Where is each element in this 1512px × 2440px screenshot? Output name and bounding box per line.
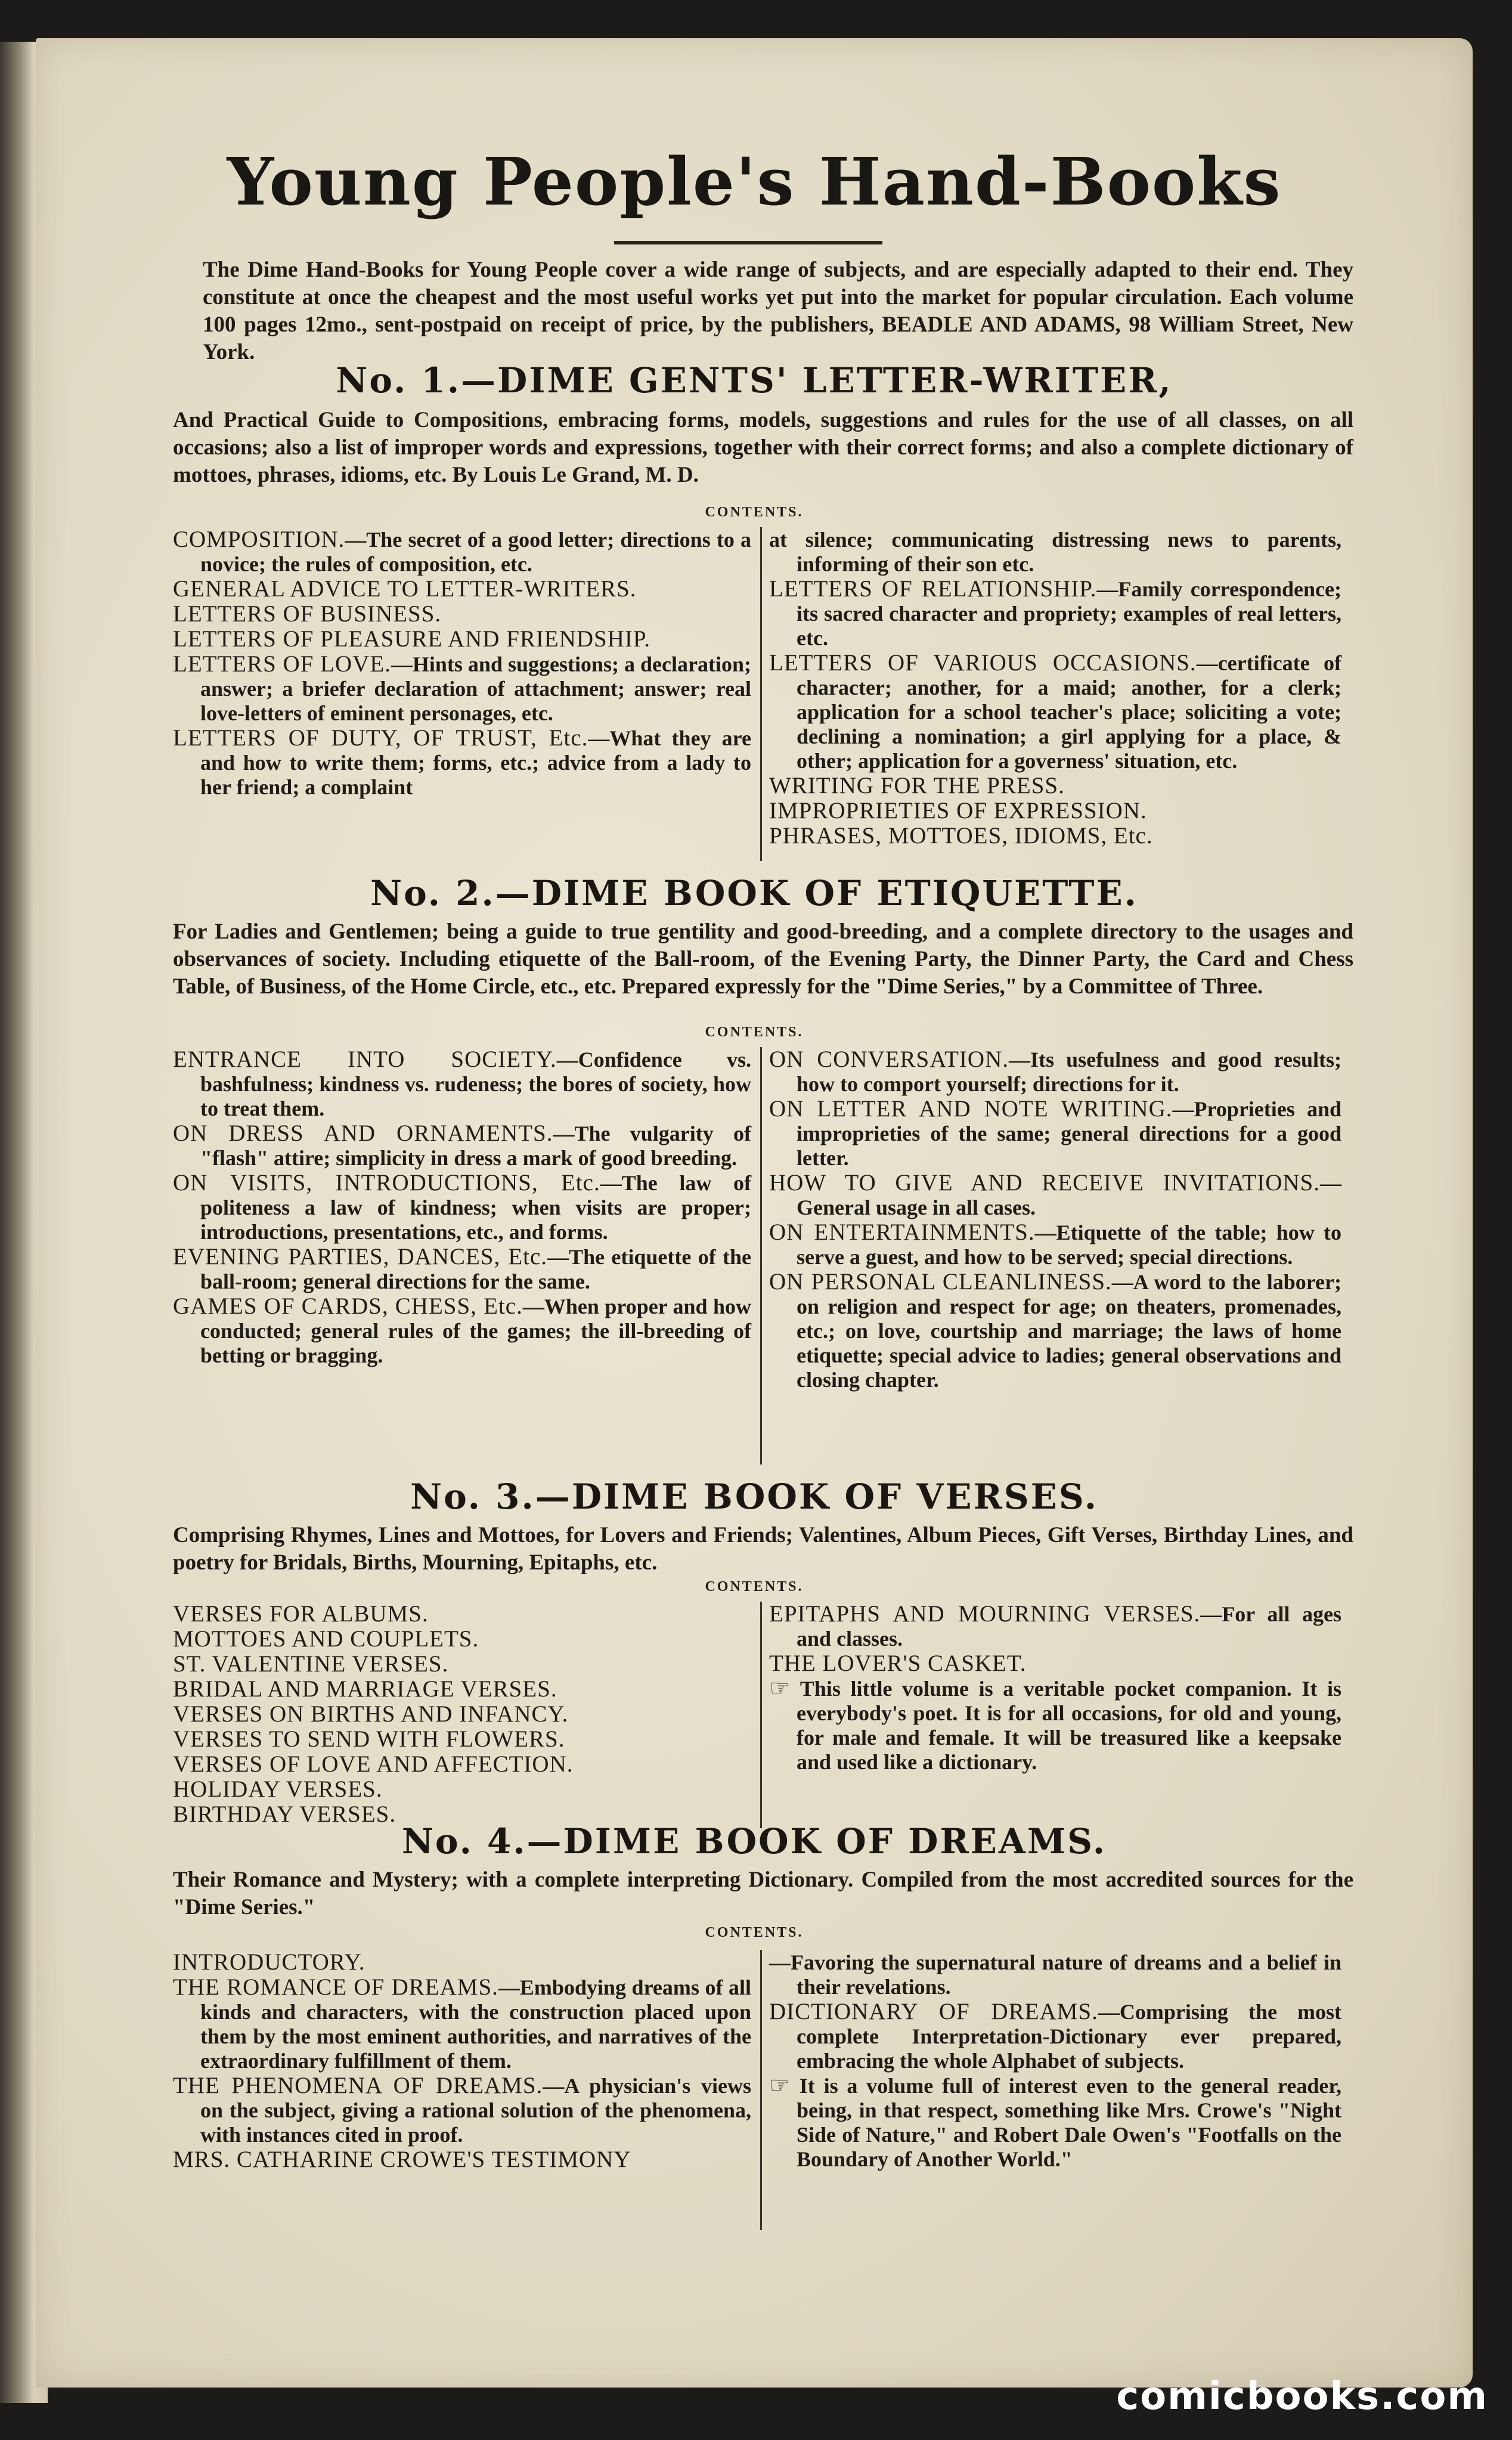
list-item: ST. VALENTINE VERSES.	[173, 1651, 449, 1677]
list-item: VERSES OF LOVE AND AFFECTION.	[173, 1751, 574, 1777]
list-item: LETTERS OF RELATIONSHIP.—Family correspondence; its sacred character and propriety; examples of real letters, etc.	[769, 576, 1341, 650]
list-item: ON ENTERTAINMENTS.—Etiquette of the table; how to serve a guest, and how to be served; special directions.	[769, 1219, 1341, 1269]
list-item: LETTERS OF BUSINESS.	[173, 601, 442, 627]
book-3-left-column	[173, 1602, 751, 1827]
list-item: ENTRANCE INTO SOCIETY.—Confidence vs. bashfulness; kindness vs. rudeness; the bores of society, how to treat them.	[173, 1046, 752, 1120]
book-2-contents-label: CONTENTS.	[705, 1024, 804, 1040]
list-item: INTRODUCTORY.	[173, 1949, 365, 1975]
list-item: HOLIDAY VERSES.	[173, 1776, 383, 1802]
book-4-right-column	[769, 1950, 1341, 2172]
list-item: GAMES OF CARDS, CHESS, Etc.—When proper and how conducted; general rules of the games; the ill-breeding of betting or bragging.	[173, 1293, 751, 1367]
book-2-right-column	[769, 1047, 1341, 1392]
list-item: BRIDAL AND MARRIAGE VERSES.	[173, 1676, 557, 1702]
book-4-description: Their Romance and Mystery; with a complete interpreting Dictionary. Compiled from the most accredited sources for the "Dime Series."	[173, 1868, 1353, 1919]
book-3-right-column	[769, 1602, 1341, 1775]
column-divider	[760, 1047, 762, 1464]
book-3-description: Comprising Rhymes, Lines and Mottoes, for Lovers and Friends; Valentines, Album Pieces, Gift Verses, Birthday Lines, and poetry for Bridals, Births, Mourning, Epitaphs, etc.	[173, 1523, 1353, 1575]
list-item: ☞ It is a volume full of interest even to the general reader, being, in that respect, something like Mrs. Crowe's "Night Side of Nature," and Robert Dale Owen's "Footfalls on the Boundary of Another World."	[769, 2073, 1341, 2171]
header-rule	[614, 241, 882, 244]
book-4-left-column	[173, 1950, 751, 2172]
list-item: MOTTOES AND COUPLETS.	[173, 1626, 479, 1652]
list-item: THE PHENOMENA OF DREAMS.—A physician's views on the subject, giving a rational solution of the phenomena, with instances cited in proof.	[173, 2073, 751, 2147]
book-1-description: And Practical Guide to Compositions, embracing forms, models, suggestions and rules for the use of all classes, on all occasions; also a list of improper words and expressions, together with their correct forms; and also a complete dictionary of mottoes, phrases, idioms, etc. By Louis Le Grand, M. D.	[173, 408, 1353, 487]
list-item: ON LETTER AND NOTE WRITING.—Proprieties and improprieties of the same; general directions for a good letter.	[769, 1096, 1341, 1170]
site-watermark: comicbooks.com	[1116, 2374, 1488, 2419]
book-1-left-column	[173, 527, 751, 800]
book-1-title: No. 1.—DIME GENTS' LETTER-WRITER,	[336, 360, 1173, 401]
list-item: WRITING FOR THE PRESS.	[769, 773, 1065, 798]
list-item: LETTERS OF DUTY, OF TRUST, Etc.—What they are and how to write them; forms, etc.; advice from a lady to her friend; a complaint	[173, 725, 751, 799]
list-item: HOW TO GIVE AND RECEIVE INVITATIONS.—General usage in all cases.	[769, 1170, 1341, 1219]
book-3-title: No. 3.—DIME BOOK OF VERSES.	[410, 1476, 1098, 1517]
list-item: DICTIONARY OF DREAMS.—Comprising the most complete Interpretation-Dictionary ever prepared, embracing the whole Alphabet of subjects.	[769, 1999, 1341, 2073]
book-3-contents-label: CONTENTS.	[705, 1579, 804, 1594]
list-item: VERSES TO SEND WITH FLOWERS.	[173, 1726, 565, 1752]
list-item: PHRASES, MOTTOES, IDIOMS, Etc.	[769, 823, 1153, 849]
list-item: —Favoring the supernatural nature of dreams and a belief in their revelations.	[769, 1950, 1341, 1999]
list-item: at silence; communicating distressing news to parents, informing of their son etc.	[769, 528, 1341, 576]
list-item: THE ROMANCE OF DREAMS.—Embodying dreams of all kinds and characters, with the construction placed upon them by the most eminent authorities, and narratives of the extraordinary fulfillment of them.	[173, 1974, 752, 2073]
book-4-title: No. 4.—DIME BOOK OF DREAMS.	[401, 1821, 1107, 1862]
list-item: MRS. CATHARINE CROWE'S TESTIMONY	[173, 2147, 631, 2172]
list-item: LETTERS OF PLEASURE AND FRIENDSHIP.	[173, 626, 651, 652]
book-1-right-column	[769, 527, 1341, 849]
book-4-contents-label: CONTENTS.	[705, 1925, 804, 1940]
book-2-title: No. 2.—DIME BOOK OF ETIQUETTE.	[370, 873, 1138, 914]
list-item: VERSES FOR ALBUMS.	[173, 1601, 429, 1627]
list-item: LETTERS OF LOVE.—Hints and suggestions; a declaration; answer; a briefer declaration of attachment; answer; real love-letters of eminent personages, etc.	[173, 651, 751, 725]
book-1-contents-label: CONTENTS.	[705, 504, 804, 520]
list-item: IMPROPRIETIES OF EXPRESSION.	[769, 798, 1147, 823]
list-item: GENERAL ADVICE TO LETTER-WRITERS.	[173, 576, 637, 602]
column-divider	[760, 527, 762, 861]
header-intro: The Dime Hand-Books for Young People cover a wide range of subjects, and are especially adapted to their end. They constitute at once the cheapest and the most useful works yet put into the market for popular circulation. Each volume 100 pages 12mo., sent-postpaid on receipt of price, by the publishers, BEADLE AND ADAMS, 98 William Street, New York.	[203, 258, 1353, 364]
column-divider	[760, 1602, 762, 1828]
list-item: ☞ This little volume is a veritable pocket companion. It is everybody's poet. It is for all occasions, for old and young, for male and female. It will be treasured like a keepsake and used like a dictionary.	[769, 1676, 1341, 1774]
list-item: THE LOVER'S CASKET.	[769, 1651, 1027, 1676]
list-item: ON VISITS, INTRODUCTIONS, Etc.—The law of politeness a law of kindness; when visits are proper; introductions, presentations, etc., and forms.	[173, 1170, 751, 1244]
book-2-description: For Ladies and Gentlemen; being a guide to true gentility and good-breeding, and a complete directory to the usages and observances of society. Including etiquette of the Ball-room, of the Evening Party, the Dinner Party, the Card and Chess Table, of Business, of the Home Circle, etc., etc. Prepared expressly for the "Dime Series," by a Committee of Three.	[173, 919, 1353, 999]
book-2-left-column	[173, 1047, 751, 1368]
page-header-title: Young People's Hand-Books	[227, 143, 1282, 220]
printed-page	[36, 38, 1473, 2388]
list-item: VERSES ON BIRTHS AND INFANCY.	[173, 1701, 569, 1727]
list-item: ON DRESS AND ORNAMENTS.—The vulgarity of "flash" attire; simplicity in dress a mark of good breeding.	[173, 1120, 751, 1170]
pointing-hand-icon: ☞	[769, 2073, 791, 2098]
column-divider	[760, 1950, 762, 2230]
list-item: ON CONVERSATION.—Its usefulness and good results; how to comport yourself; directions for it.	[769, 1046, 1341, 1096]
list-item: ON PERSONAL CLEANLINESS.—A word to the laborer; on religion and respect for age; on theaters, promenades, etc.; on love, courtship and marriage; the laws of home etiquette; special advice to ladies; general observations and closing chapter.	[769, 1269, 1341, 1392]
list-item: EVENING PARTIES, DANCES, Etc.—The etiquette of the ball-room; general directions for the same.	[173, 1244, 752, 1293]
list-item: EPITAPHS AND MOURNING VERSES.—For all ages and classes.	[769, 1601, 1341, 1651]
list-item: BIRTHDAY VERSES.	[173, 1801, 396, 1827]
pointing-hand-icon: ☞	[769, 1676, 791, 1701]
list-item: LETTERS OF VARIOUS OCCASIONS.—certificate of character; another, for a maid; another, for a clerk; application for a school teacher's place; soliciting a vote; declining a nomination; a girl applying for a place, & other; application for a governess' situation, etc.	[769, 650, 1341, 773]
list-item: COMPOSITION.—The secret of a good letter; directions to a novice; the rules of composition, etc.	[173, 527, 751, 576]
